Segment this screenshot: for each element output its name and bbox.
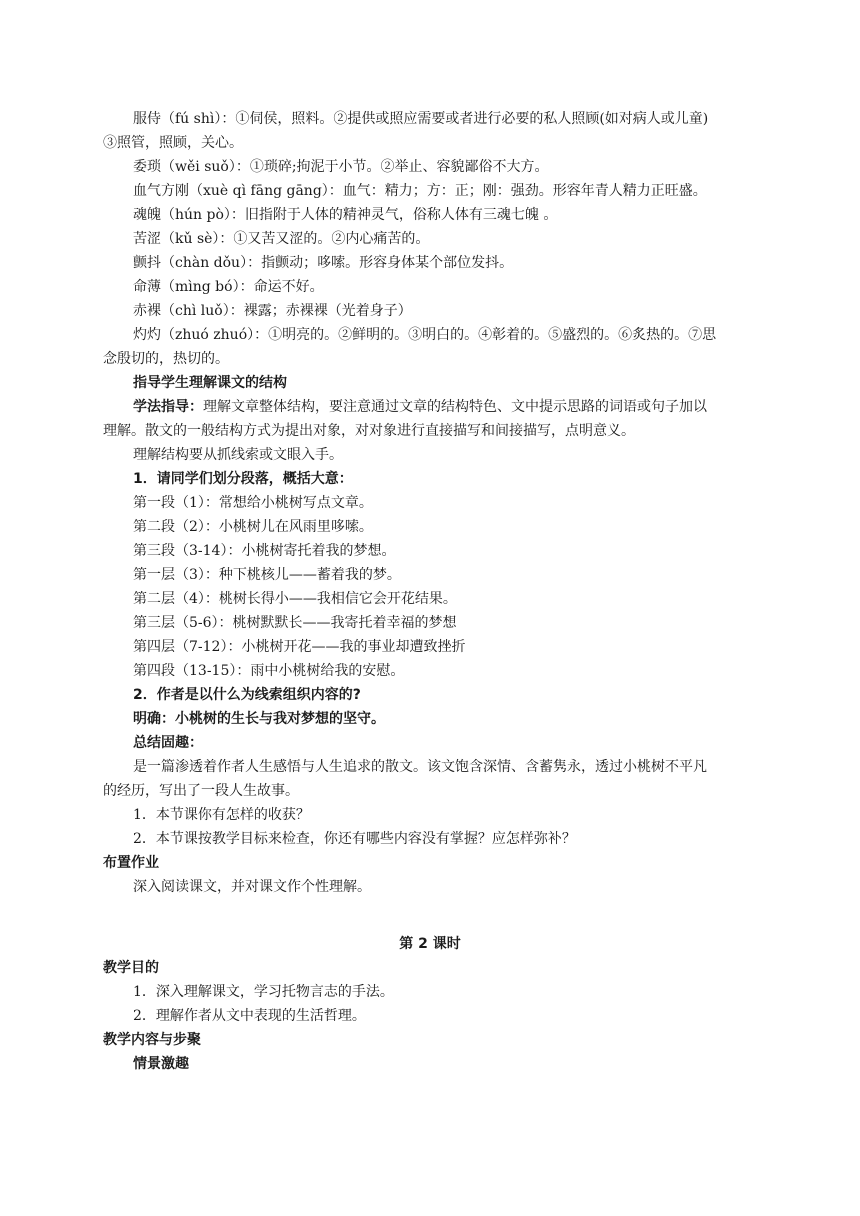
- line-text: 教学内容与步聚: [103, 1032, 201, 1048]
- text-line: [133, 731, 203, 755]
- line-text: 第一层（3）：种下桃核儿——蓄着我的梦。: [133, 567, 401, 583]
- text-line: [133, 659, 404, 683]
- line-text: 深入阅读课文，并对课文作个性理解。: [133, 879, 371, 895]
- line-text: 第三层（5-6）：桃树默默长——我寄托着幸福的梦想: [133, 615, 457, 631]
- text-line: [133, 467, 353, 491]
- line-text: 指导学生理解课文的结构: [133, 375, 287, 391]
- text-line: [133, 875, 371, 899]
- text-line: [103, 347, 229, 371]
- text-line: [133, 323, 716, 347]
- text-line: [133, 539, 395, 563]
- line-text: 明确：小桃树的生长与我对梦想的坚守。: [133, 711, 385, 727]
- line-text: 魂魄（hún pò）：旧指附于人体的精神灵气，俗称人体有三魂七魄 。: [133, 207, 558, 223]
- line-text: 第三段（3-14）：小桃树寄托着我的梦想。: [133, 543, 396, 559]
- text-line: [103, 779, 299, 803]
- text-line: [133, 827, 576, 851]
- text-line: [133, 395, 707, 419]
- text-line: [133, 443, 343, 467]
- line-text: 理解结构要从抓线索或文眼入手。: [133, 447, 343, 463]
- text-line: [133, 155, 549, 179]
- line-text: 念殷切的，热切的。: [103, 351, 229, 367]
- text-line: [133, 803, 310, 827]
- line-text: 情景激趣: [133, 1056, 189, 1072]
- text-line: [133, 227, 429, 251]
- line-text: 2．理解作者从文中表现的生活哲理。: [133, 1008, 366, 1024]
- text-line: [133, 371, 287, 395]
- text-line: [133, 683, 361, 707]
- text-line: [133, 203, 557, 227]
- text-line: [133, 1004, 366, 1028]
- text-line: [103, 851, 159, 875]
- line-text: 服侍（fú shì）：①伺侯，照料。②提供或照应需要或者进行必要的私人照顾(如对病人或儿童): [133, 111, 709, 127]
- line-text: 是一篇渗透着作者人生感悟与人生追求的散文。该文饱含深情、含蓄隽永，透过小桃树不平凡: [133, 759, 707, 775]
- text-line: [133, 587, 457, 611]
- line-text: 1．深入理解课文，学习托物言志的手法。: [133, 984, 394, 1000]
- line-text: 赤裸（chì luǒ）：裸露；赤裸裸（光着身子）: [133, 303, 412, 319]
- line-text: 1．请同学们划分段落，概括大意：: [133, 471, 353, 487]
- text-line: [133, 1052, 189, 1076]
- text-line: [103, 1028, 201, 1052]
- line-text: 理解。散文的一般结构方式为提出对象，对对象进行直接描写和间接描写，点明意义。: [103, 423, 635, 439]
- text-line: [133, 251, 513, 275]
- text-line: [133, 635, 465, 659]
- line-text: 布置作业: [103, 855, 159, 871]
- line-text: 1．本节课你有怎样的收获？: [133, 807, 310, 823]
- line-text: 总结固趣：: [133, 735, 203, 751]
- line-text: 第四层（7-12）：小桃树开花——我的事业却遭致挫折: [133, 639, 466, 655]
- line-text: 第 2 课时: [399, 936, 461, 952]
- text-line: [0, 932, 860, 956]
- line-text: 命薄（mìng bó）：命运不好。: [133, 279, 324, 295]
- text-line: [133, 179, 707, 203]
- line-text: 灼灼（zhuó zhuó）：①明亮的。②鲜明的。③明白的。④彰着的。⑤盛烈的。⑥炙热的。⑦思: [133, 327, 717, 343]
- text-line: [103, 131, 243, 155]
- line-text: 第四段（13-15）：雨中小桃树给我的安慰。: [133, 663, 405, 679]
- line-text: 的经历，写出了一段人生故事。: [103, 783, 299, 799]
- line-text: 委琐（wěi suǒ）：①琐碎;拘泥于小节。②举止、容貌鄙俗不大方。: [133, 159, 549, 175]
- text-line: [133, 107, 708, 131]
- text-line: [133, 515, 373, 539]
- text-line: [133, 980, 394, 1004]
- line-text: ③照管，照顾，关心。: [103, 135, 243, 151]
- text-line: [133, 491, 373, 515]
- line-text: 2．作者是以什么为线索组织内容的?: [133, 687, 361, 703]
- line-text: 血气方刚（xuè qì fāng gāng）：血气：精力；方：正；刚：强劲。形容年青人精力正旺盛。: [133, 183, 707, 199]
- line-text: 第二层（4）：桃树长得小——我相信它会开花结果。: [133, 591, 457, 607]
- text-line: [133, 275, 324, 299]
- text-line: [133, 707, 385, 731]
- text-line: [133, 299, 412, 323]
- line-text: 第二段（2）：小桃树儿在风雨里哆嗦。: [133, 519, 373, 535]
- line-text: 2．本节课按教学目标来检查，你还有哪些内容没有掌握？应怎样弥补？: [133, 831, 576, 847]
- text-line: [133, 755, 707, 779]
- text-line: [133, 611, 457, 635]
- text-line: [103, 956, 159, 980]
- text-line: [103, 419, 635, 443]
- line-text: 第一段（1）：常想给小桃树写点文章。: [133, 495, 373, 511]
- line-text: 理解文章整体结构，要注意通过文章的结构特色、文中提示思路的词语或句子加以: [203, 399, 707, 415]
- line-text: 教学目的: [103, 960, 159, 976]
- text-line: [133, 563, 401, 587]
- line-text: 颤抖（chàn dǒu）：指颤动；哆嗦。形容身体某个部位发抖。: [133, 255, 514, 271]
- line-text: 苦涩（kǔ sè）：①又苦又涩的。②内心痛苦的。: [133, 231, 430, 247]
- inline-bold-label: 学法指导：: [133, 399, 203, 415]
